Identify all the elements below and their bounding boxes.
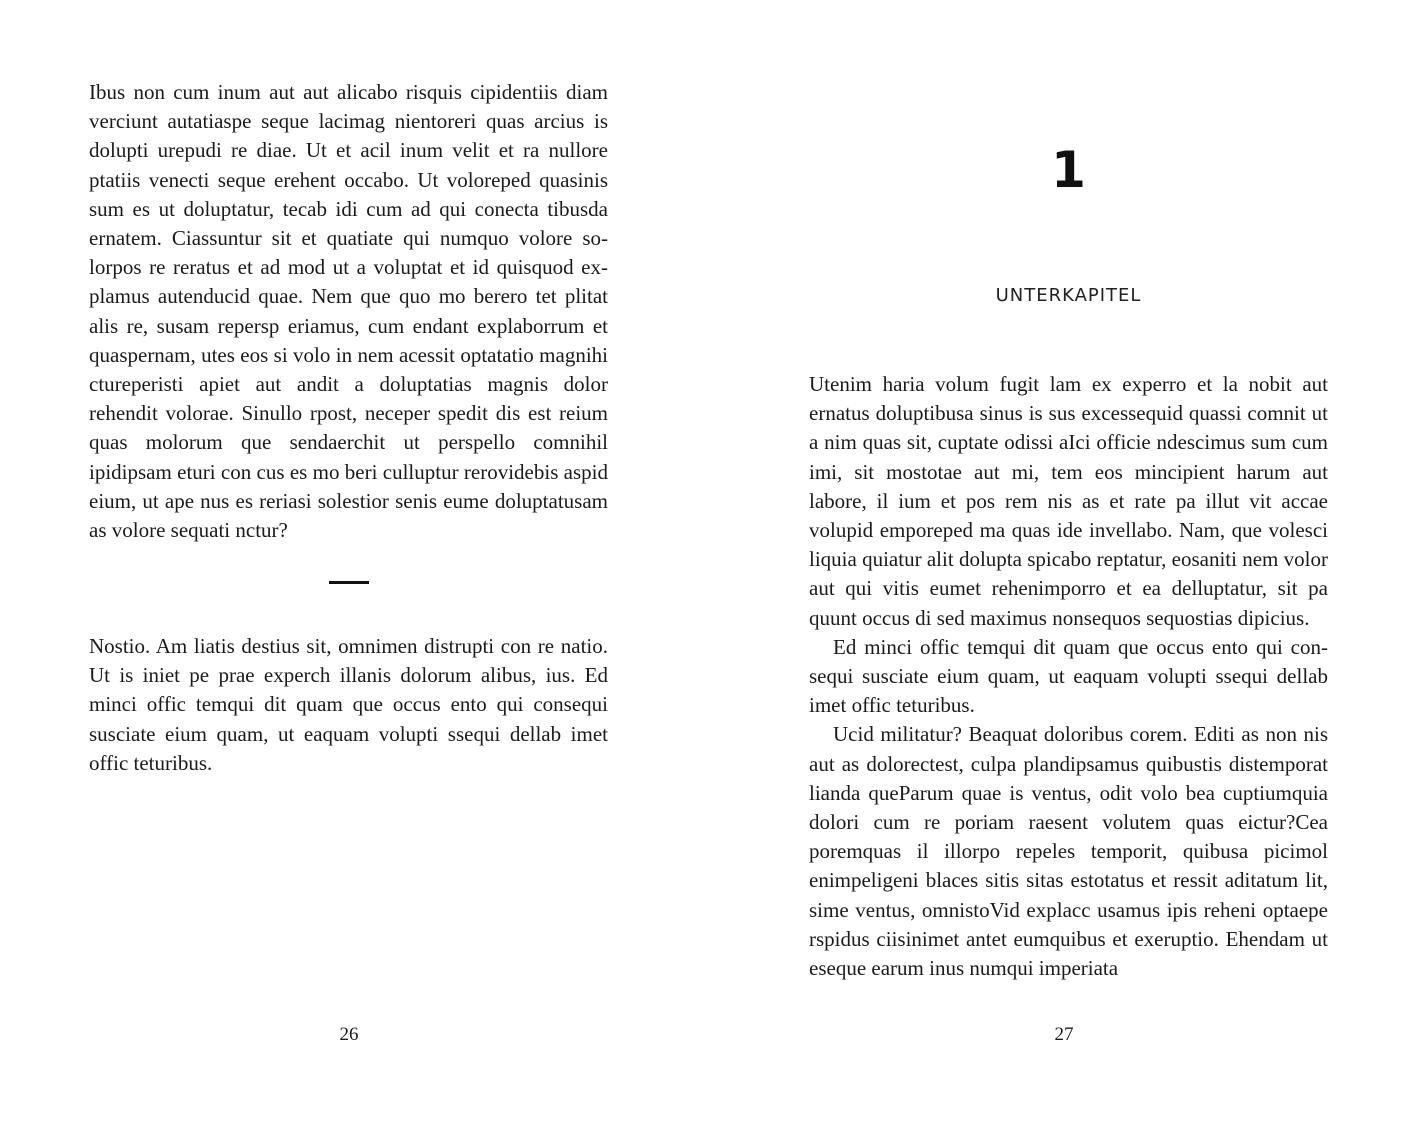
right-page xyxy=(709,0,1417,1122)
right-paragraph-1: Utenim haria volum fugit lam ex experro et la nobit aut ernatus doluptibusa sinus is sus excessequid quassi comnit ut a nim quas sit, cuptate odissi aIci officie ndescimus sum cum imi, sit mostotae aut mi, tem eos mincipient harum aut labore, il ium et pos rem nis as et rate pa illut vit accae volupid emporeped ma quas ide invellabo. Nam, que volesci liquia quiatur alit dolupta spicabo reptatur, eosaniti nem volor aut qui vitis eumet rehenimporro et ea delluptatur, sit pa quunt occus di sed maximus nonsequos sequostias dipicius. xyxy=(809,372,1328,630)
page-number-right: 27 xyxy=(1054,1024,1074,1045)
right-body-text xyxy=(809,370,1328,983)
section-divider xyxy=(329,581,369,584)
page-number-left: 26 xyxy=(339,1024,359,1045)
chapter-subtitle: UNTERKAPITEL xyxy=(995,285,1142,306)
left-paragraph-1: Ibus non cum inum aut aut alicabo risquis cipidentiis diam verciunt autatiaspe seque lacimag nientoreri quas arcius is dolupti urepudi re diae. Ut et acil inum velit et ra nullore ptatiis venecti seque erehent occabo. Ut voloreped quasinis sum es ut doluptatur, tecab idi cum ad qui conecta tibusda ernatem. Ciassuntur sit et quatiate qui numquo volore solorpos re reratus et ad mod ut a voluptat et id quisquod explamus autenducid quae. Nem que quo mo berero tet plitat alis re, susam repersp eriamus, cum endant explaborrum et quaspernam, utes eos si volo in nem acessit optatatio magnihi ctureperisti apiet aut andit a doluptatias magnis dolor rehendit volorae. Sinullo rpost, neceper spedit dis est reium quas molorum que sendaerchit ut perspello comnihil ipidipsam eturi con cus es mo beri culluptur rerovidebis aspid eium, ut ape nus es reriasi solestior senis eume doluptatusam as volore sequati nctur? xyxy=(89,80,608,543)
left-page xyxy=(0,0,708,1122)
left-body-text-bottom xyxy=(89,632,608,778)
left-body-text-top xyxy=(89,78,608,545)
chapter-number: 1 xyxy=(1051,141,1086,199)
left-paragraph-2: Nostio. Am liatis destius sit, omnimen distrupti con re natio. Ut is iniet pe prae experch illanis dolorum alibus, ius. Ed minci offic temqui dit quam que occus ento qui consequi susciate eium quam, ut eaquam volupti ssequi dellab imet offic teturibus. xyxy=(89,634,608,775)
right-paragraph-3: Ucid militatur? Beaquat doloribus corem. Editi as non nis aut as dolorectest, culpa plandipsamus quibustis distemporat lianda queParum quae is ventus, odit volo bea cuptiumquia dolori cum re poriam raesent volutem quas eictur?Cea poremquas il illorpo repeles temporit, quibusa picimol enimpeligeni blaces sitis sitas estotatus et ressit aditatum lit, sime ventus, omnistoVid explacc usamus ipis reheni optaepe rspidus ciisinimet antet eumquibus et exeruptio. Ehendam ut eseque earum inus numqui imperiata xyxy=(809,722,1328,981)
right-paragraph-2: Ed minci offic temqui dit quam que occus ento qui consequi susciate eium quam, ut eaquam volupti ssequi dellab imet offic teturibus. xyxy=(809,634,1328,718)
